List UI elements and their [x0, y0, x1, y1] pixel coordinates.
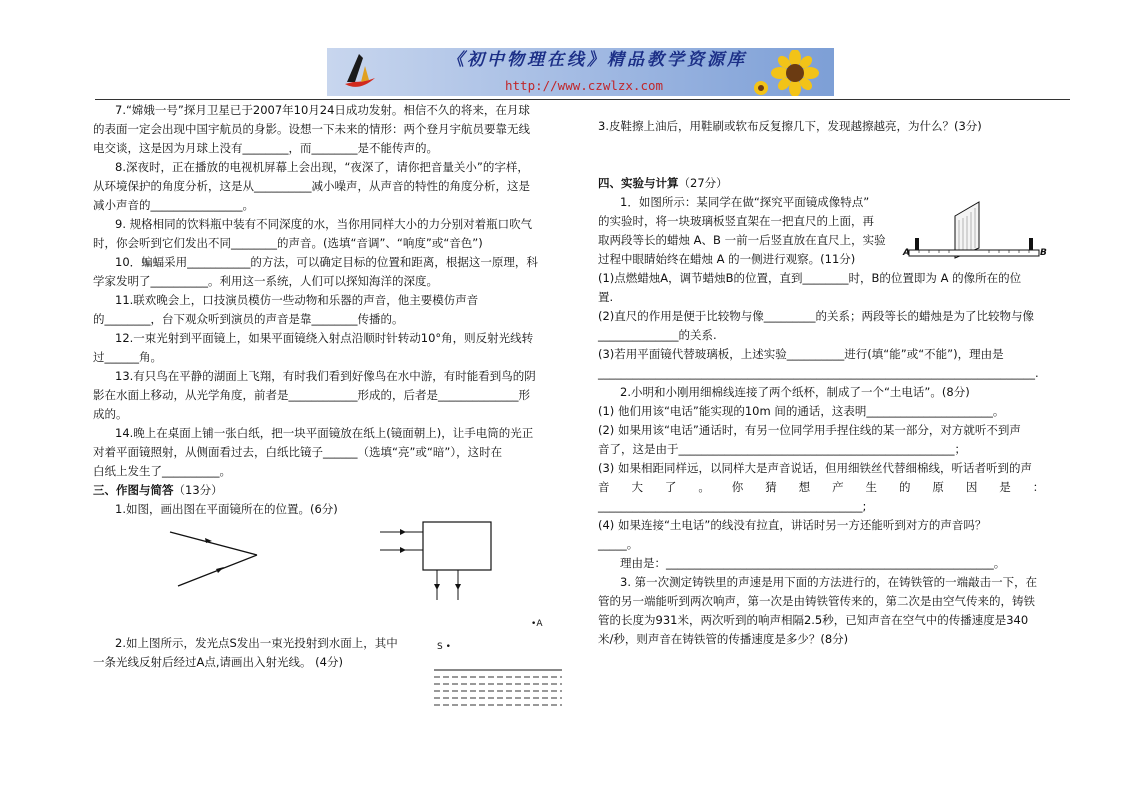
right-question-line: 置. — [598, 290, 614, 304]
justified-char: 大 — [631, 480, 653, 494]
right-question-line: ______________________________________________; — [598, 499, 867, 513]
left-question-line: 从环境保护的角度分析，这是从__________减小噪声，从声音的特性的角度分析，这是 — [93, 179, 530, 193]
point-s-label: S • — [437, 642, 451, 652]
left-question-line: 的表面一定会出现中国宇航员的身影。设想一下未来的情形：两个登月宇航员要靠无线 — [93, 122, 530, 136]
right-column — [598, 117, 1068, 649]
left-question-line: 8.深夜时，正在播放的电视机屏幕上会出现，“夜深了，请你把音量关小”的字样， — [115, 160, 529, 174]
banner-url: http://www.czwlzx.com — [505, 78, 664, 93]
right-question-line: ____________________________________________________________________________. — [598, 366, 1039, 380]
q3-1-text: 1.如图，画出图在平面镜所在的位置。(6分) — [115, 502, 338, 516]
q4-1-line: 1．如图所示：某同学在做“探究平面镜成像特点” — [620, 195, 870, 209]
left-question-line: 11.联欢晚会上，口技演员模仿一些动物和乐器的声音，他主要模仿声音 — [115, 293, 479, 307]
section-3-title: 三、作图与简答（13分） — [93, 483, 223, 497]
q3-2-text-b: 一条光线反射后经过A点,请画出入射光线。 (4分) — [93, 655, 343, 669]
header-banner — [327, 48, 834, 96]
justified-char: ： — [1032, 480, 1045, 494]
section-4-title: 四、实验与计算（27分） — [598, 176, 728, 190]
right-question-line: ______________的关系. — [598, 328, 717, 342]
left-question-line: 13.有只鸟在平静的湖面上飞翔，有时我们看到好像鸟在水中游，有时能看到鸟的阴 — [115, 369, 536, 383]
left-question-line: 减小声音的________________。 — [93, 198, 254, 212]
figure-mirror-experiment — [905, 200, 1075, 262]
left-question-line: 14.晚上在桌面上铺一张白纸，把一块平面镜放在纸上(镜面朝上)，让手电筒的光正 — [115, 426, 534, 440]
sunflower-icon — [749, 50, 831, 96]
justified-char: 产 — [832, 480, 853, 494]
right-questions-2 — [598, 497, 1068, 649]
left-question-line: 对着平面镜照射，从侧面看过去，白纸比镜子______（选填“亮”或“暗”），这时在 — [93, 445, 503, 459]
right-question-line: (1)点燃蜡烛A，调节蜡烛B的位置，直到________时，B的位置即为 A 的像所在的位 — [598, 271, 1022, 285]
right-questions — [598, 269, 1068, 478]
q4-1-line: 取两段等长的蜡烛 A、B 一前一后竖直放在直尺上，实验 — [598, 233, 886, 247]
left-question-line: 白纸上发生了__________。 — [93, 464, 231, 478]
right-question-line: 理由是：_________________________________________________________。 — [620, 556, 1006, 570]
left-column — [93, 101, 573, 519]
right-question-line: 3. 第一次测定铸铁里的声速是用下面的方法进行的，在铸铁管的一端敲击一下，在 — [620, 575, 1038, 589]
right-question-line: (2) 如果用该“电话”通话时，有另一位同学用手捏住线的某一部分，对方就听不到声 — [598, 423, 1021, 437]
header-rule — [95, 99, 1070, 100]
left-question-line: 电交谈，这是因为月球上没有________，而________是不能传声的。 — [93, 141, 438, 155]
left-questions — [93, 101, 573, 481]
left-question-line: 12.一束光射到平面镜上，如果平面镜绕入射点沿顺时针转动10°角，则反射光线转 — [115, 331, 534, 345]
left-question-line: 时，你会听到它们发出不同________的声音。(选填“音调”、“响度”或“音色”) — [93, 236, 483, 250]
candle-b-label: B — [1040, 248, 1047, 258]
justified-char: 是 — [999, 480, 1020, 494]
point-a-label: •A — [531, 619, 543, 629]
candle-a-label: A — [903, 248, 910, 258]
right-question-line: (1) 他们用该“电话”能实现的10m 间的通话，这表明______________________。 — [598, 404, 1005, 418]
right-question-line: (2)直尺的作用是便于比较物与像_________的关系；两段等长的蜡烛是为了比较物与像 — [598, 309, 1035, 323]
left-question-line: 7.“嫦娥一号”探月卫星已于2007年10月24日成功发射。相信不久的将来，在月球 — [115, 103, 530, 117]
justified-char: 的 — [898, 480, 920, 494]
right-question-line: 音了，这是由于________________________________________________； — [598, 442, 966, 456]
right-question-line: (3)若用平面镜代替玻璃板，上述实验__________进行(填“能”或“不能”)，理由是 — [598, 347, 1004, 361]
justified-char: 想 — [798, 480, 820, 494]
justified-char: 了 — [664, 480, 686, 494]
right-question-line: 管的长度为931米，两次听到的响声相隔2.5秒，已知声音在空气中的传播速度是340 — [598, 613, 1029, 627]
q4-1-line: 的实验时，将一块玻璃板竖直架在一把直尺的上面，再 — [598, 214, 874, 228]
left-question-line: 过______角。 — [93, 350, 162, 364]
right-question-line: _____。 — [598, 537, 639, 551]
right-question-line: 2.小明和小刚用细棉线连接了两个纸杯，制成了一个“土电话”。(8分) — [620, 385, 970, 399]
right-question-line: (4) 如果连接“土电话”的线没有拉直，讲话时另一方还能听到对方的声音吗？ — [598, 518, 987, 532]
q4-2-3-justified-line — [598, 478, 1044, 497]
right-question-line: (3) 如果相距同样远，以同样大是声音说话，但用细铁丝代替细棉线，听话者听到的声 — [598, 461, 1032, 475]
logo-icon — [339, 52, 379, 92]
justified-char: 。 — [698, 480, 719, 494]
left-question-line: 的________，台下观众听到演员的声音是靠________传播的。 — [93, 312, 404, 326]
figure-water-surface — [434, 668, 564, 710]
justified-char: 原 — [932, 480, 954, 494]
figure-box-rays — [378, 520, 496, 602]
q3-2-text-a: 2.如上图所示，发光点S发出一束光投射到水面上，其中 — [115, 636, 398, 650]
left-question-line: 影在水面上移动，从光学角度，前者是____________形成的，后者是______________形 — [93, 388, 530, 402]
q-shoe-polish: 3.皮鞋擦上油后，用鞋刷或软布反复擦几下，发现越擦越亮，为什么？(3分) — [598, 119, 982, 133]
left-question-line: 10．蝙蝠采用___________的方法，可以确定目标的位置和距离，根据这一原理，科 — [115, 255, 538, 269]
figure-reflection-rays — [160, 522, 280, 594]
right-question-line: 管的另一端能听到两次响声，第一次是由铸铁管传来的，第二次是由空气传来的，铸铁 — [598, 594, 1035, 608]
left-question-line: 学家发明了__________。利用这一系统，人们可以探知海洋的深度。 — [93, 274, 438, 288]
left-question-line: 9. 规格相同的饮料瓶中装有不同深度的水，当你用同样大小的力分别对着瓶口吹气 — [115, 217, 533, 231]
left-question-line: 成的。 — [93, 407, 128, 421]
justified-char: 猜 — [765, 480, 786, 494]
right-question-line: 米/秒，则声音在铸铁管的传播速度是多少？(8分) — [598, 632, 849, 646]
justified-char: 因 — [965, 480, 987, 494]
justified-char: 生 — [865, 480, 887, 494]
banner-title: 《初中物理在线》精品教学资源库 — [447, 50, 747, 70]
q4-1-line: 过程中眼睛始终在蜡烛 A 的一侧进行观察。(11分) — [598, 252, 856, 266]
justified-char: 音 — [598, 480, 619, 494]
justified-char: 你 — [731, 480, 753, 494]
